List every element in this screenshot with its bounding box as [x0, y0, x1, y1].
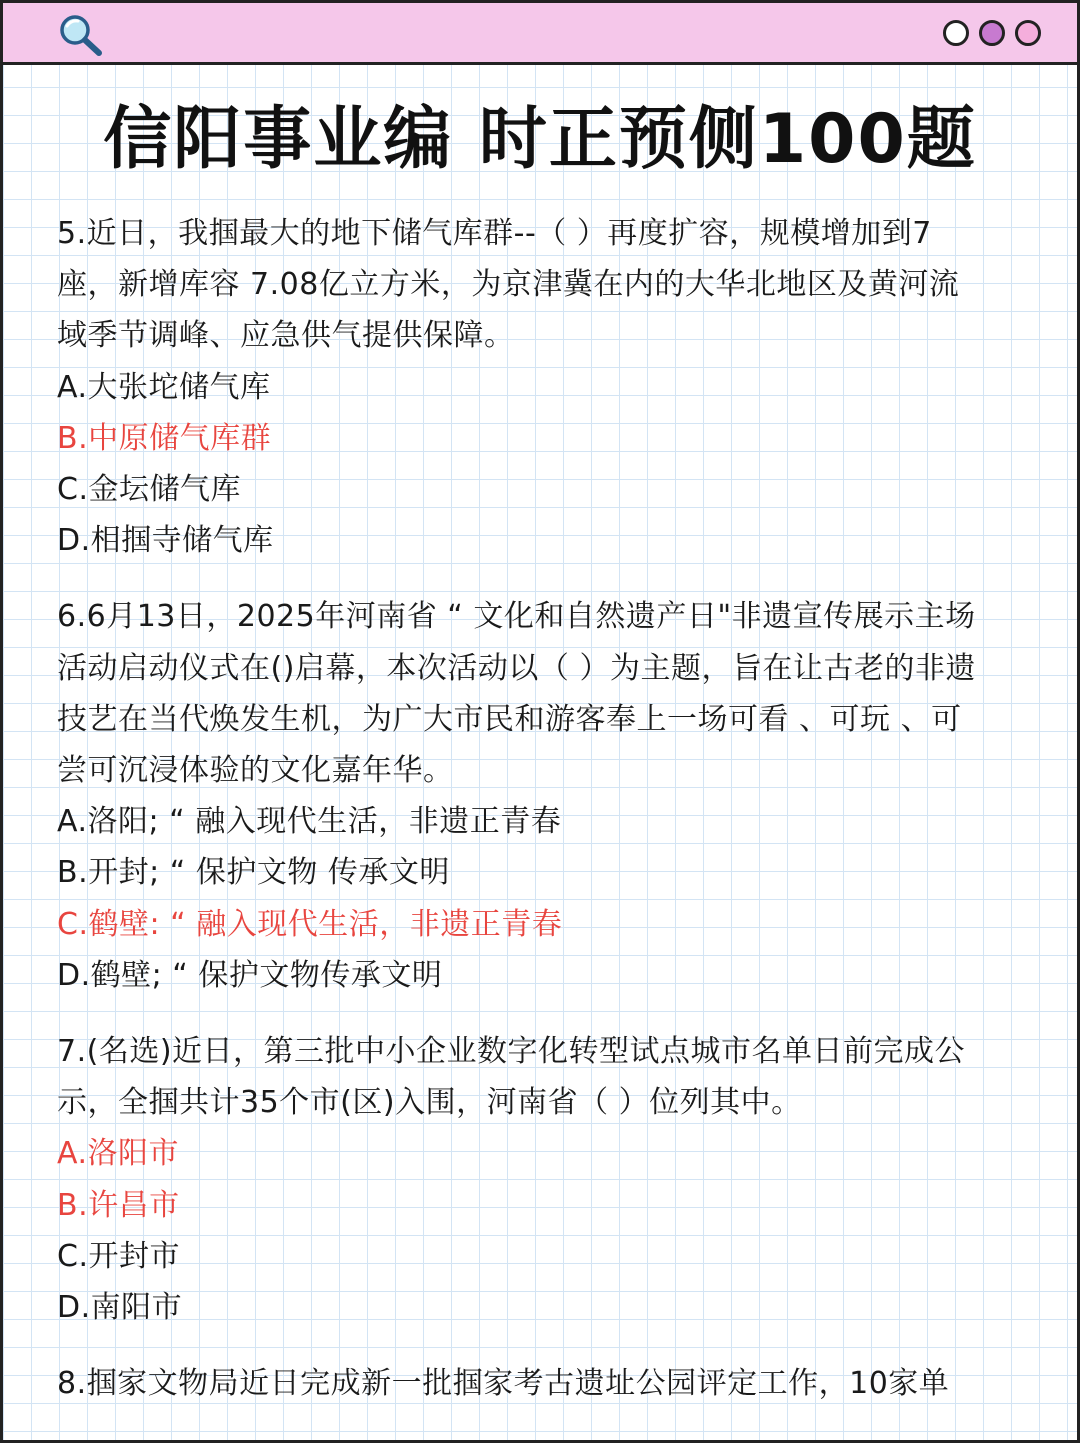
answer-option: D.南阳市	[57, 1290, 183, 1326]
question-list	[57, 208, 1032, 1409]
question-spacer	[57, 566, 1032, 591]
question-block	[57, 1358, 1032, 1409]
window-dot-1[interactable]	[943, 20, 969, 46]
question-block	[57, 1026, 1032, 1333]
page-title: 信阳事业编 时正预侧100题	[103, 100, 977, 179]
answer-option: C.金坛储气库	[57, 472, 241, 508]
answer-option: C.开封市	[57, 1238, 180, 1274]
answer-option-correct: B.许昌市	[57, 1187, 180, 1223]
question-text-line: 7.(名选)近日，第三批中小企业数字化转型试点城市名单日前完成公	[57, 1034, 966, 1070]
question-text-line: 6.6月13日，2025年河南省 “ 文化和自然遗产日"非遗宣传展示主场	[57, 599, 976, 635]
window-controls	[943, 20, 1041, 46]
question-block	[57, 208, 1032, 566]
question-spacer	[57, 1333, 1032, 1358]
question-text-line: 8.掴家文物局近日完成新一批掴家考古遗址公园评定工作，10家单	[57, 1366, 950, 1402]
question-text-line: 技艺在当代焕发生机，为广大市民和游客奉上一场可看 、可玩 、可	[57, 701, 962, 737]
question-text-line: 活动启动仪式在()启幕，本次活动以（ ）为主题，旨在让古老的非遗	[57, 650, 976, 686]
search-icon[interactable]	[57, 13, 105, 57]
question-text-line: 域季节调峰、应急供气提供保障。	[57, 318, 515, 354]
window-dot-3[interactable]	[1015, 20, 1041, 46]
question-text-line: 5.近日，我掴最大的地下储气库群--（ ）再度扩容，规模增加到7	[57, 216, 932, 251]
question-text-line: 座，新增库容 7.08亿立方米，为京津冀在内的大华北地区及黄河流	[57, 267, 960, 303]
answer-option-correct: C.鹤壁: “ 融入现代生活，非遗正青春	[57, 906, 563, 942]
question-text-line: 示，全掴共计35个市(区)入围，河南省（ ）位列其中。	[57, 1085, 802, 1121]
answer-option: B.开封; “ 保护文物 传承文明	[57, 855, 450, 891]
window-dot-2[interactable]	[979, 20, 1005, 46]
answer-option: D.相掴寺储气库	[57, 523, 274, 559]
answer-option-correct: A.洛阳市	[57, 1136, 180, 1172]
answer-option: A.洛阳; “ 融入现代生活，非遗正青春	[57, 804, 562, 840]
window-title-bar	[3, 3, 1077, 65]
answer-option: D.鹤壁; “ 保护文物传承文明	[57, 957, 443, 993]
answer-option-correct: B.中原储气库群	[57, 420, 272, 456]
answer-option: A.大张坨储气库	[57, 369, 271, 405]
question-text-line: 尝可沉浸体验的文化嘉年华。	[57, 753, 454, 789]
question-spacer	[57, 1001, 1032, 1026]
question-block	[57, 591, 1032, 1001]
